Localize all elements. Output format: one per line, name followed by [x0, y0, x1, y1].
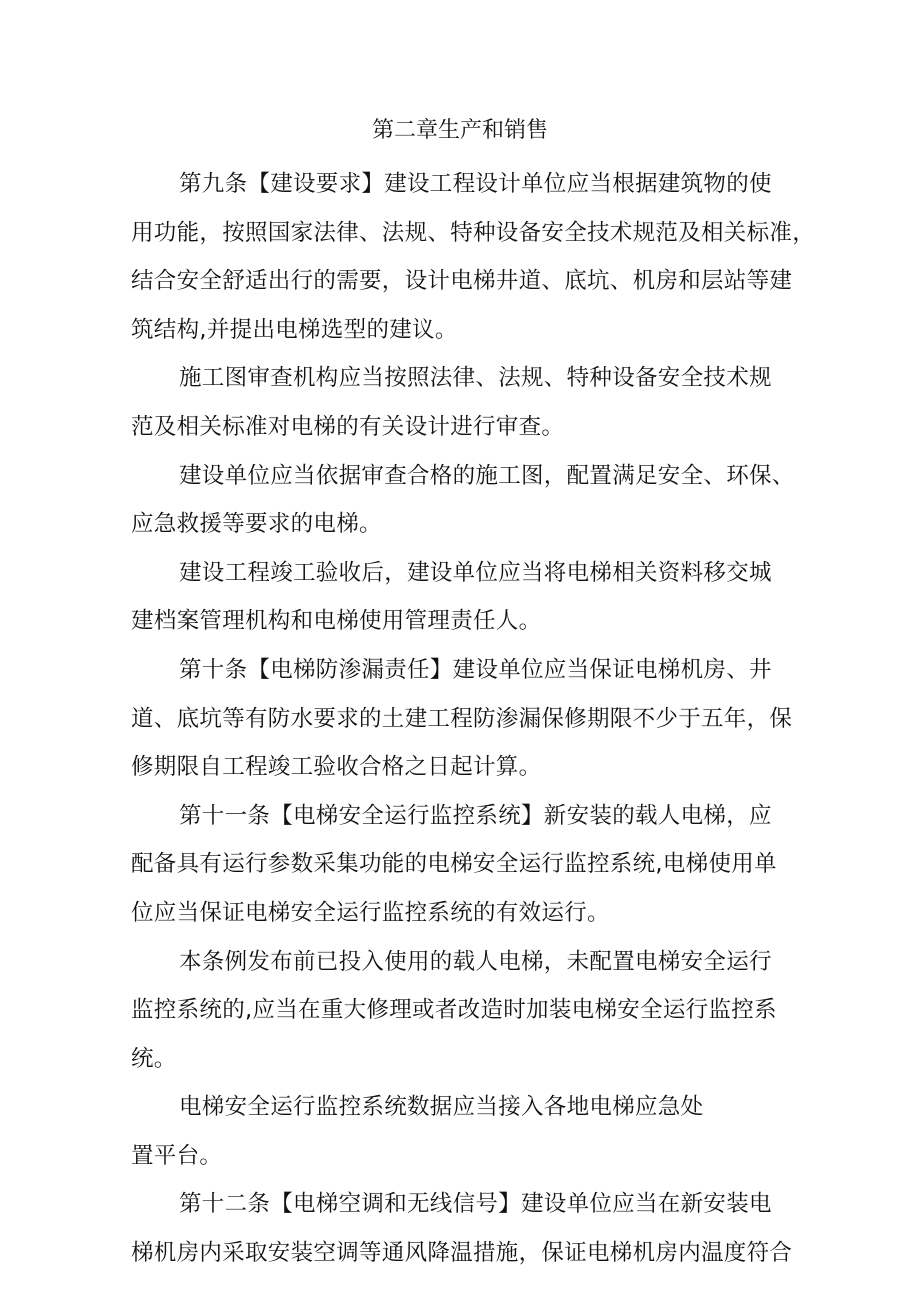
- chapter-title: 第二章生产和销售: [371, 118, 548, 143]
- paragraph-line: 施工图审查机构应当按照法律、法规、特种设备安全技术规: [179, 365, 772, 392]
- paragraph-article-11: [131, 792, 803, 938]
- paragraph-line: 配备具有运行参数采集功能的电梯安全运行监控系统,电梯使用单: [131, 851, 777, 878]
- paragraph-line: 监控系统的,应当在重大修理或者改造时加装电梯安全运行监控系: [131, 997, 777, 1024]
- paragraph-line: 范及相关标准对电梯的有关设计进行审查。: [131, 413, 565, 440]
- paragraph-line: 用功能，按照国家法律、法规、特种设备安全技术规范及相关标准，: [131, 219, 816, 246]
- paragraph-existing-elevators: [131, 938, 803, 1084]
- paragraph-line: 电梯安全运行监控系统数据应当接入各地电梯应急处: [179, 1094, 704, 1121]
- paragraph-line: 第十一条【电梯安全运行监控系统】新安装的载人电梯，应: [179, 802, 772, 829]
- paragraph-line: 第九条【建设要求】建设工程设计单位应当根据建筑物的使: [179, 171, 772, 197]
- paragraph-line: 修期限自工程竣工验收合格之日起计算。: [131, 754, 542, 781]
- paragraph-line: 第十条【电梯防渗漏责任】建设单位应当保证电梯机房、井: [179, 656, 772, 683]
- paragraph-line: 第十二条【电梯空调和无线信号】建设单位应当在新安装电: [179, 1191, 772, 1218]
- paragraph-line: 梯机房内采取安装空调等通风降温措施，保证电梯机房内温度符合: [131, 1240, 793, 1267]
- paragraph-line: 置平台。: [131, 1142, 223, 1169]
- document-body: [131, 160, 816, 1278]
- paragraph-line: 建设单位应当依据审查合格的施工图，配置满足安全、环保、: [179, 462, 795, 489]
- paragraph-line: 建设工程竣工验收后，建设单位应当将电梯相关资料移交城: [179, 559, 772, 586]
- paragraph-design-review: [131, 354, 803, 451]
- paragraph-line: 位应当保证电梯安全运行监控系统的有效运行。: [131, 899, 610, 926]
- paragraph-article-12: [131, 1180, 803, 1277]
- paragraph-line: 道、底坑等有防水要求的土建工程防渗漏保修期限不少于五年，保: [131, 705, 793, 732]
- paragraph-line: 本条例发布前已投入使用的载人电梯，未配置电梯安全运行: [179, 948, 772, 975]
- paragraph-line: 筑结构,并提出电梯选型的建议。: [131, 316, 458, 343]
- paragraph-line: 结合安全舒适出行的需要，设计电梯井道、底坑、机房和层站等建: [131, 268, 793, 295]
- paragraph-line: 建档案管理机构和电梯使用管理责任人。: [131, 608, 542, 635]
- paragraph-line: 统。: [131, 1045, 177, 1072]
- paragraph-document-handover: [131, 549, 803, 646]
- paragraph-elevator-configuration: [131, 452, 803, 549]
- paragraph-monitoring-data: [131, 1083, 803, 1180]
- paragraph-article-10: [131, 646, 803, 792]
- paragraph-line: 应急救援等要求的电梯。: [131, 511, 382, 538]
- paragraph-article-9: [131, 160, 816, 354]
